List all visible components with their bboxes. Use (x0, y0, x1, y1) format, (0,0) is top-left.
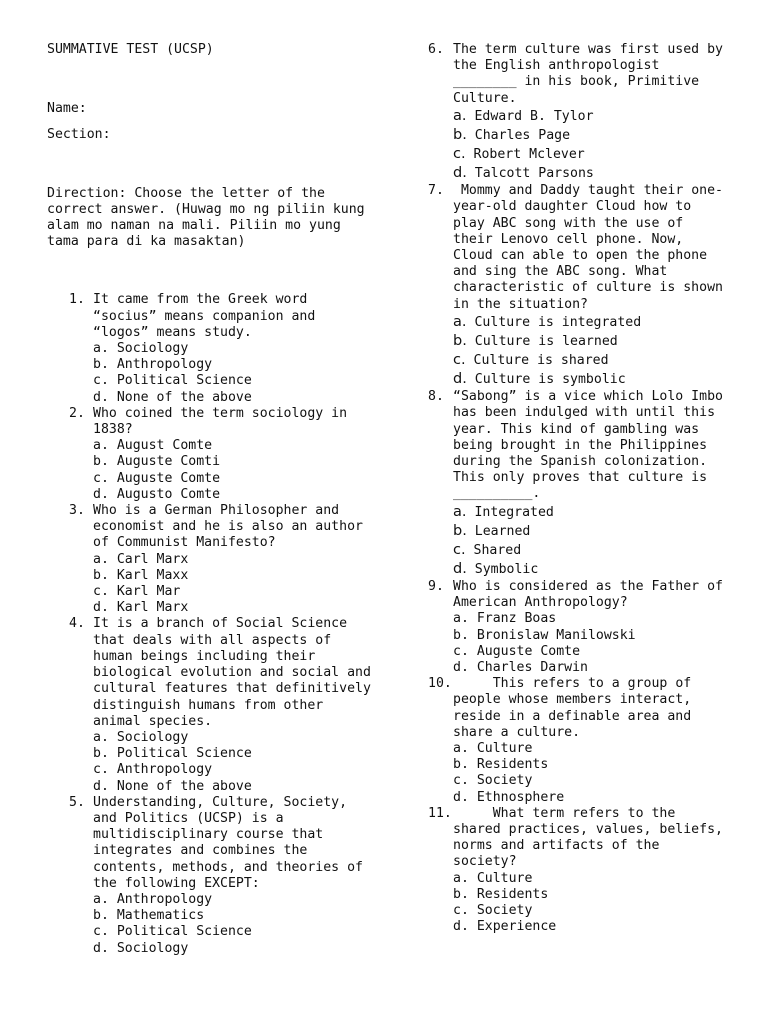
option-text: Symbolic (474, 561, 539, 577)
question-number: 4. (69, 616, 85, 632)
answer-option[interactable]: b. Mathematics (93, 908, 205, 924)
question-item (47, 292, 377, 405)
option-text: Culture is shared (473, 353, 609, 368)
answer-option[interactable]: b. Karl Maxx (93, 567, 189, 583)
answer-option[interactable]: d. Sociology (93, 940, 189, 956)
answer-option[interactable]: b. Auguste Comti (93, 454, 221, 470)
answer-option[interactable]: c. Society (453, 903, 533, 919)
answer-option[interactable] (453, 107, 725, 126)
answer-option[interactable]: b. Residents (453, 886, 549, 902)
question-number: 10. (428, 676, 452, 692)
option-letter: d. (453, 165, 467, 182)
answer-option[interactable]: b. Political Science (93, 746, 252, 762)
answer-option[interactable]: d. Augusto Comte (93, 486, 221, 502)
answer-option[interactable] (453, 370, 725, 389)
answer-option[interactable]: a. August Comte (93, 438, 213, 454)
question-stem: What term refers to the shared practices, values, beliefs, norms and artifacts of the society? (453, 805, 731, 870)
answer-option[interactable]: c. Auguste Comte (453, 643, 581, 659)
answer-option[interactable]: d. Charles Darwin (453, 660, 588, 675)
section-label: Section: (47, 127, 111, 143)
question-number: 5. (69, 794, 85, 810)
question-item (47, 616, 377, 794)
option-text: Integrated (474, 504, 554, 520)
option-text: Charles Page (474, 127, 571, 143)
question-item (425, 805, 731, 936)
answer-option[interactable] (453, 164, 725, 183)
option-letter: a. (453, 503, 467, 520)
option-text: Edward B. Tylor (474, 108, 594, 124)
question-number: 2. (69, 405, 85, 421)
question-stem: Who is a German Philosopher and economist and he is also an author of Communist Manifesto? (93, 503, 363, 551)
question-number: 6. (428, 42, 444, 57)
question-item (425, 42, 725, 183)
question-stem: Who coined the term sociology in 1838? (93, 405, 348, 438)
answer-option[interactable]: a. Culture (453, 741, 533, 757)
answer-option[interactable] (453, 313, 725, 332)
option-letter: b. (453, 126, 467, 143)
answer-option[interactable]: d. Experience (453, 919, 557, 935)
option-letter: d. (453, 371, 467, 388)
answer-option[interactable]: d. Ethnosphere (453, 789, 565, 805)
question-item (425, 389, 725, 579)
name-label: Name: (47, 101, 87, 117)
question-number: 3. (69, 503, 85, 519)
answer-option[interactable]: d. Karl Marx (93, 600, 189, 616)
question-item (47, 406, 377, 503)
answer-option[interactable]: d. None of the above (93, 778, 252, 794)
option-letter: a. (453, 107, 467, 124)
answer-option[interactable]: b. Anthropology (93, 357, 213, 373)
answer-option[interactable]: a. Sociology (93, 341, 189, 357)
question-number: 11. (428, 805, 452, 821)
question-list-left (47, 292, 377, 956)
question-stem: It is a branch of Social Science that deals with all aspects of human beings including their biological evolution and social and cultural features that definitively distinguish humans from other animal species. (93, 616, 371, 729)
answer-option[interactable]: c. Anthropology (93, 762, 213, 778)
option-letter: c. (453, 352, 466, 368)
question-stem: It came from the Greek word “socius” means companion and “logos” means study. (93, 292, 316, 340)
option-text: Culture is symbolic (474, 372, 626, 388)
question-stem: This refers to a group of people whose members interact, reside in a definable area and share a culture. (453, 676, 700, 740)
test-title: SUMMATIVE TEST (UCSP) (47, 42, 214, 57)
answer-option[interactable] (453, 522, 725, 541)
question-number: 8. (428, 389, 444, 405)
answer-option[interactable]: b. Residents (453, 757, 549, 773)
option-text: Talcott Parsons (474, 166, 594, 182)
answer-option[interactable] (453, 351, 725, 370)
question-list-right (425, 42, 731, 935)
answer-option[interactable]: c. Karl Mar (93, 584, 181, 600)
answer-option[interactable]: d. None of the above (93, 389, 252, 405)
option-letter: c. (453, 541, 466, 558)
question-item (425, 676, 725, 806)
question-number: 1. (69, 292, 85, 308)
question-stem: Who is considered as the Father of American Anthropology? (453, 578, 723, 611)
question-number: 7. (428, 183, 444, 199)
question-stem: The term culture was first used by the English anthropologist ________ in his book, Primitive Culture. (453, 42, 723, 106)
answer-option[interactable]: c. Political Science (93, 373, 252, 389)
option-text: Robert Mclever (473, 147, 585, 162)
answer-option[interactable] (453, 503, 725, 522)
left-column (47, 42, 377, 957)
answer-option[interactable] (453, 560, 725, 579)
direction-text: Direction: Choose the letter of the correct answer. (Huwag mo ng piliin kung alam mo naman na mali. Piliin mo yung tama para di ka masaktan) (47, 185, 365, 250)
answer-option[interactable]: c. Society (453, 773, 533, 789)
answer-option[interactable]: a. Franz Boas (453, 611, 557, 627)
answer-option[interactable] (453, 332, 725, 351)
answer-option[interactable]: b. Bronislaw Manilowski (453, 627, 636, 643)
answer-option[interactable]: a. Anthropology (93, 891, 213, 907)
option-text: Learned (474, 523, 531, 539)
question-item (47, 795, 377, 957)
option-letter: b. (453, 332, 467, 349)
question-item (47, 503, 377, 616)
option-text: Culture is learned (474, 333, 618, 349)
question-stem: Mommy and Daddy taught their one-year-old daughter Cloud how to play ABC song with the use of their Lenovo cell phone. Now, Cloud can able to open the phone and sing the ABC song. What characteristic of culture is shown in the situation? (453, 183, 731, 312)
option-text: Shared (473, 542, 522, 558)
question-stem: Understanding, Culture, Society, and Politics (UCSP) is a multidisciplinary course that integrates and combines the contents, methods, and theories of the following EXCEPT: (93, 794, 363, 891)
question-stem: “Sabong” is a vice which Lolo Imbo has been indulged with until this year. This kind of gambling was being brought in the Philippines during the Spanish colonization. This only proves that culture is __________. (453, 389, 723, 502)
answer-option[interactable]: a. Sociology (93, 729, 189, 745)
answer-option[interactable]: a. Carl Marx (93, 551, 189, 567)
answer-option[interactable]: c. Auguste Comte (93, 470, 221, 486)
question-number: 9. (428, 578, 444, 594)
answer-option[interactable] (453, 541, 725, 560)
answer-option[interactable] (453, 145, 725, 164)
right-column (425, 42, 731, 935)
option-letter: d. (453, 560, 467, 577)
answer-option[interactable] (453, 126, 725, 145)
answer-option[interactable]: c. Political Science (93, 924, 252, 940)
option-text: Culture is integrated (474, 314, 642, 330)
option-letter: c. (453, 146, 466, 162)
option-letter: b. (453, 522, 467, 539)
question-item (425, 183, 731, 389)
answer-option[interactable]: a. Culture (453, 870, 533, 886)
question-item (425, 579, 725, 676)
option-letter: a. (453, 313, 467, 330)
